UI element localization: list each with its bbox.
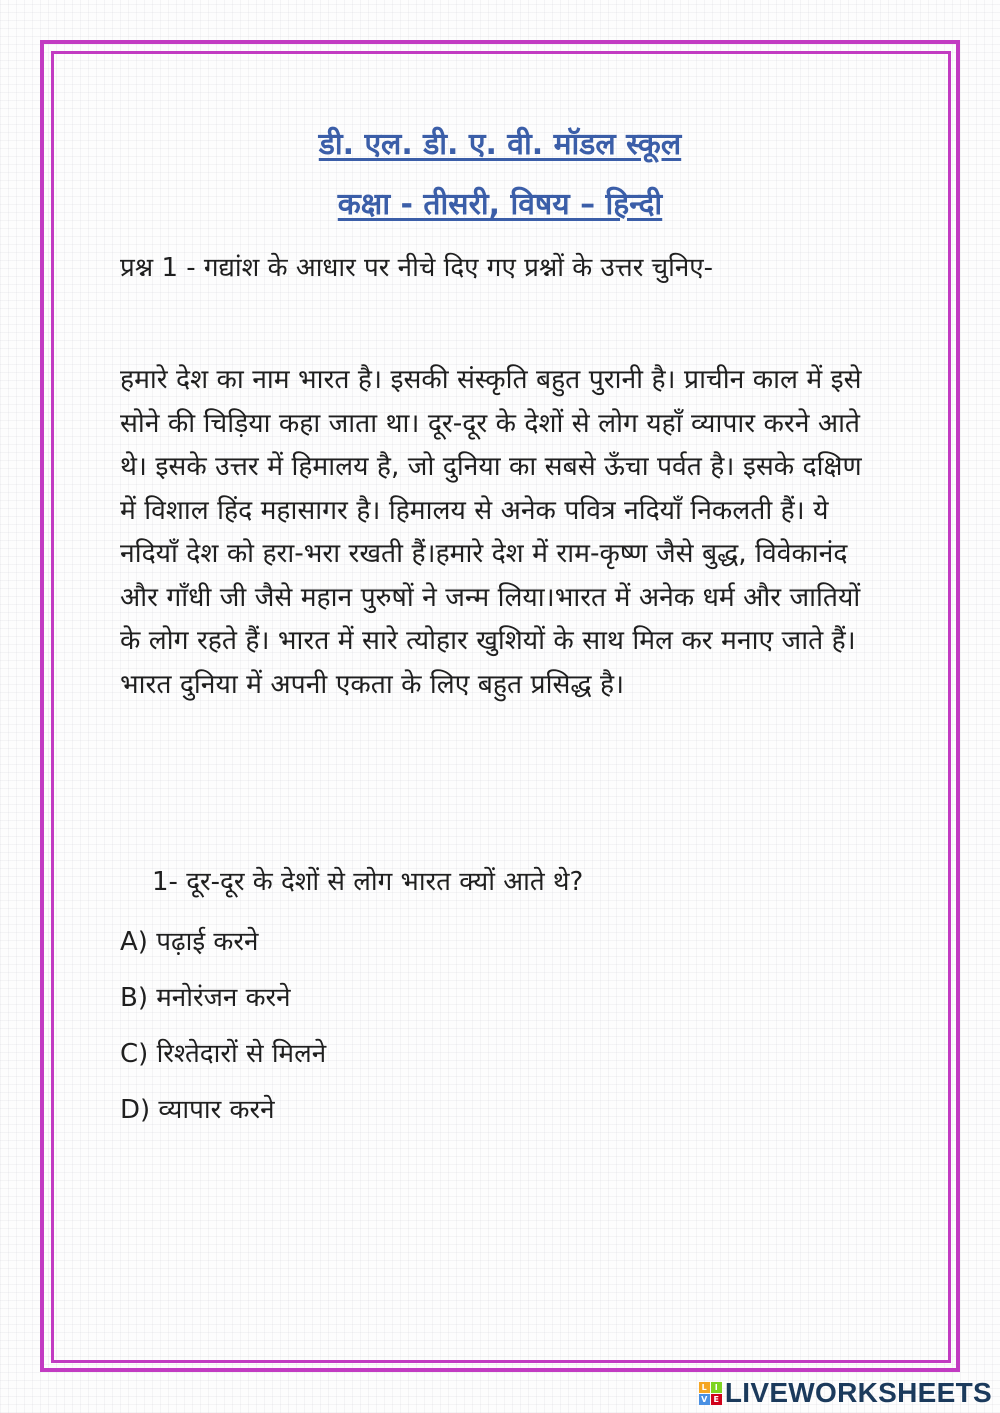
answer-option-c[interactable]: C) रिश्तेदारों से मिलने <box>120 1039 327 1069</box>
question-instruction: प्रश्न 1 - गद्यांश के आधार पर नीचे दिए गए प्रश्नों के उत्तर चुनिए- <box>120 253 714 283</box>
brand-name: LIVEWORKSHEETS <box>724 1377 992 1408</box>
question-text: 1- दूर-दूर के देशों से लोग भारत क्यों आते थे? <box>152 867 584 897</box>
answer-option-a[interactable]: A) पढ़ाई करने <box>120 927 259 957</box>
logo-tile-e: E <box>711 1394 722 1405</box>
logo-tile-l: L <box>699 1382 710 1393</box>
liveworksheets-logo-icon <box>699 1382 722 1405</box>
liveworksheets-logo <box>699 1377 992 1409</box>
reading-passage: हमारे देश का नाम भारत है। इसकी संस्कृति बहुत पुरानी है। प्राचीन काल में इसे सोने की चिड़िया कहा जाता था। दूर-दूर के देशों से लोग यहाँ व्यापार करने आते थे। इसके उत्तर में हिमालय है, जो दुनिया का सबसे ऊँचा पर्वत है। इसके दक्षिण में विशाल हिंद महासागर है। हिमालय से अनेक पवित्र नदियाँ निकलती हैं। ये नदियाँ देश को हरा-भरा रखती हैं।हमारे देश में राम-कृष्ण जैसे बुद्ध, विवेकानंद और गाँधी जी जैसे महान पुरुषों ने जन्म लिया।भारत में अनेक धर्म और जातियों के लोग रहते हैं। भारत में सारे त्योहार खुशियों के साथ मिल कर मनाए जाते हैं। भारत दुनिया में अपनी एकता के लिए बहुत प्रसिद्ध है। <box>120 364 862 700</box>
logo-tile-i: I <box>711 1382 722 1393</box>
answer-option-d[interactable]: D) व्यापार करने <box>120 1095 275 1125</box>
class-subject-title: कक्षा - तीसरी, विषय – हिन्दी <box>337 187 663 222</box>
school-title: डी. एल. डी. ए. वी. मॉडल स्कूल <box>318 127 682 162</box>
logo-tile-v: V <box>699 1394 710 1405</box>
answer-option-b[interactable]: B) मनोरंजन करने <box>120 983 291 1013</box>
